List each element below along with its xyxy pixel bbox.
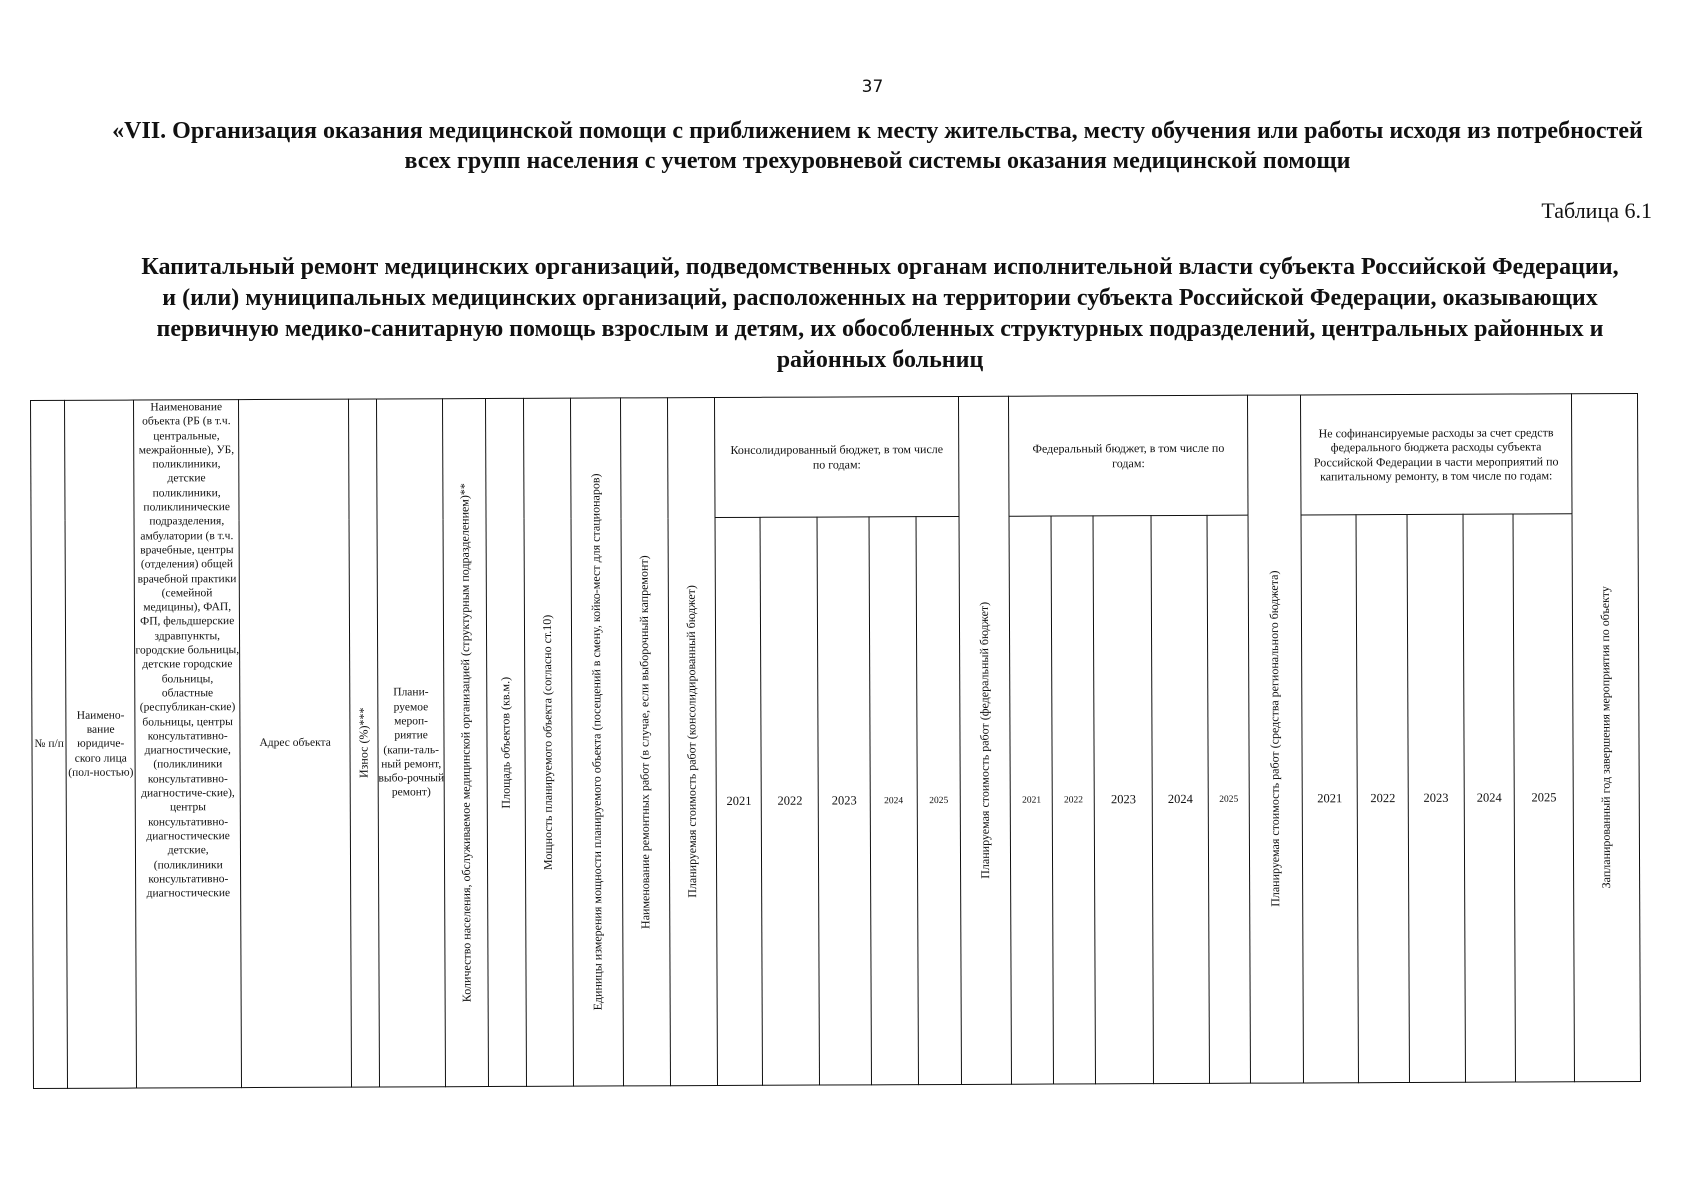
federal-year-2023: 2023 <box>1093 516 1153 1084</box>
col-number-header: № п/п <box>31 400 68 1088</box>
section-heading: «VII. Организация оказания медицинской помощи с приближением к месту жительства, месту обучения или работы исходя из потребностей всех групп населения с учетом трехуровневой системы оказания медицинской помощи <box>112 118 1643 174</box>
non-cofinanced-year-2024: 2024 <box>1463 514 1516 1082</box>
col-cost-regional-header: Планируемая стоимость работ (средства регионального бюджета) <box>1247 395 1303 1083</box>
col-cost-consolidated-header: Планируемая стоимость работ (консолидированный бюджет) <box>667 398 717 1086</box>
consolidated-year-2024: 2024 <box>869 517 919 1085</box>
col-cost-federal-header: Планируемая стоимость работ (федеральный бюджет) <box>958 396 1011 1084</box>
col-object-name-header: Наименование объекта (РБ (в т.ч. центральные, межрайонные), УБ, поликлиники, детские поликлиники, поликлинические подразделения, амбулатории (в т.ч. врачебные, центры (отделения) общей врачебной практики (семейной медицины), ФАП, ФП, фельдшерские здравпункты, городские больницы, детские городские больницы, областные (республикан-ские) больницы, центры консультативно-диагностические, (поликлиники консультативно-диагностиче-ские), центры консультативно-диагностические детские, (поликлиники консультативно-диагностические <box>134 400 242 1088</box>
table-title: Капитальный ремонт медицинских организаций, подведомственных органам исполнительной власти субъекта Российской Федерации, и (или) муниципальных медицинских организаций, расположенных на территории субъекта Российской Федерации, оказывающих первичную медико-санитарную помощь взрослым и детям, их обособленных структурных подразделений, центральных районных и районных больниц <box>141 254 1619 373</box>
consolidated-year-2021: 2021 <box>715 517 763 1085</box>
col-planned-event-header: Плани-руемое мероп-риятие (капи-таль-ный ремонт, выбо-рочный ремонт) <box>376 399 446 1087</box>
col-completion-year-header: Запланированный год завершения мероприятия по объекту <box>1572 393 1641 1081</box>
consolidated-year-2025: 2025 <box>916 516 961 1084</box>
table-label: Таблица 6.1 <box>1541 198 1652 223</box>
federal-year-2024: 2024 <box>1151 515 1209 1083</box>
federal-year-2021: 2021 <box>1009 516 1053 1084</box>
col-capacity-header: Мощность планируемого объекта (согласно ст.10) <box>523 398 573 1086</box>
page-number: 37 <box>861 77 884 97</box>
col-repair-works-header: Наименование ремонтных работ (в случае, если выборочный капремонт) <box>620 398 670 1086</box>
federal-year-2025: 2025 <box>1207 515 1250 1083</box>
consolidated-budget-group-header: Консолидированный бюджет, в том числе по годам: <box>715 396 959 517</box>
non-cofinanced-group-header: Не софинансируемые расходы за счет средств федерального бюджета расходы субъекта Российской Федерации в части мероприятий по капитальному ремонту, в том числе по годам: <box>1300 394 1572 515</box>
col-address-header: Адрес объекта <box>239 399 352 1087</box>
col-capacity-units-header: Единицы измерения мощности планируемого объекта (посещений в смену, койко-мест для стационаров) <box>571 398 623 1086</box>
col-population-header: Количество населения, обслуживаемое медицинской организацией (структурным подразделением)** <box>443 399 489 1087</box>
non-cofinanced-year-2022: 2022 <box>1356 514 1409 1082</box>
col-wear-header: Износ (%)*** <box>348 399 379 1087</box>
consolidated-year-2023: 2023 <box>817 517 871 1085</box>
consolidated-year-2022: 2022 <box>760 517 819 1085</box>
col-legal-name-header: Наимено-вание юридиче-ского лица (пол-ностью) <box>65 400 137 1088</box>
non-cofinanced-year-2021: 2021 <box>1301 515 1359 1083</box>
capital-repair-table <box>30 393 1641 1088</box>
federal-budget-group-header: Федеральный бюджет, в том числе по годам: <box>1009 395 1248 516</box>
non-cofinanced-year-2023: 2023 <box>1407 514 1465 1082</box>
col-area-header: Площадь объектов (кв.м.) <box>486 398 527 1086</box>
federal-year-2022: 2022 <box>1051 516 1095 1084</box>
non-cofinanced-year-2025: 2025 <box>1513 514 1575 1082</box>
